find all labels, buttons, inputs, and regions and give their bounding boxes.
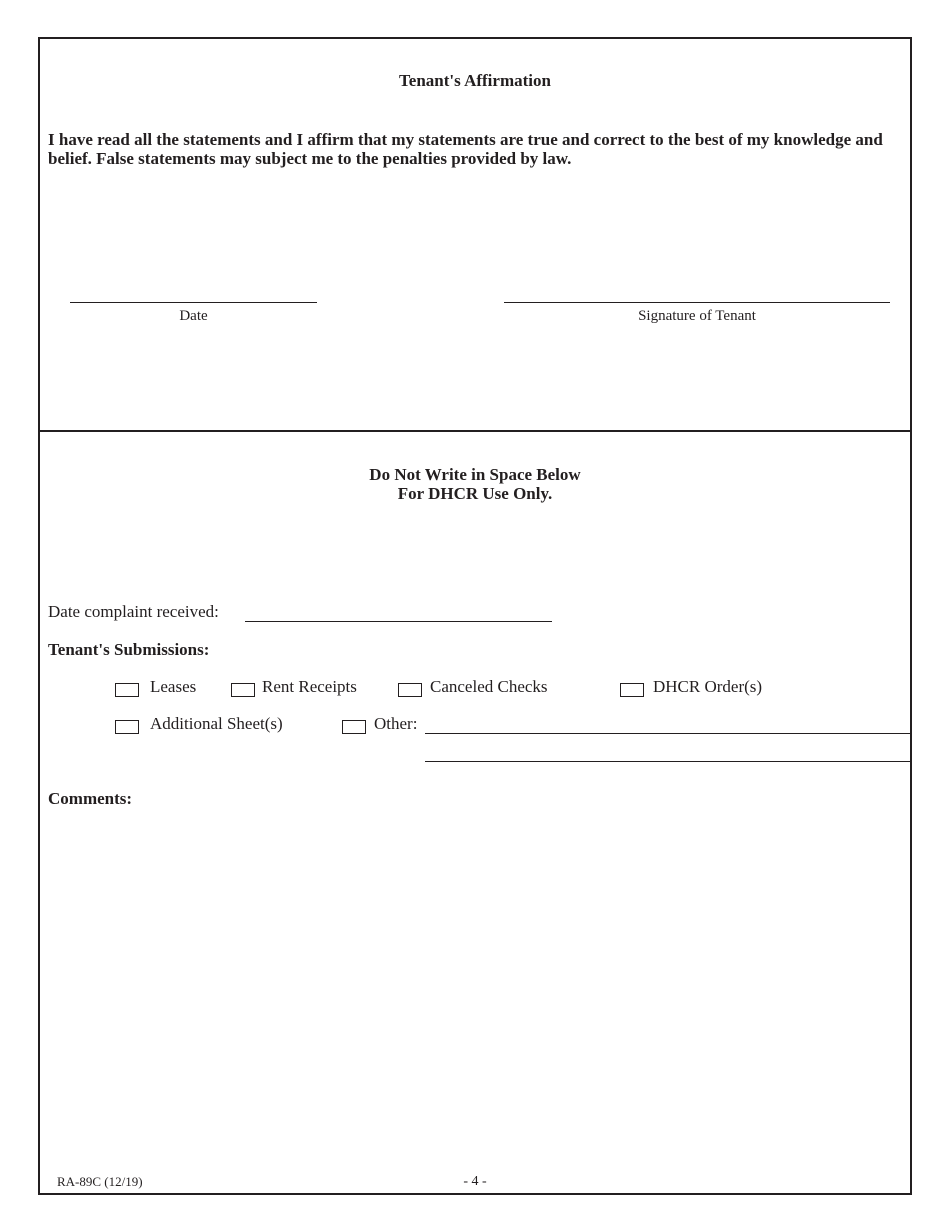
canceled-checks-label: Canceled Checks xyxy=(430,677,548,696)
other-specify-line-1[interactable] xyxy=(425,733,912,734)
signature-of-tenant-label: Signature of Tenant xyxy=(638,308,756,324)
other-checkbox[interactable] xyxy=(342,720,366,734)
date-complaint-received-line[interactable] xyxy=(245,621,552,622)
dhcr-orders-label: DHCR Order(s) xyxy=(653,677,763,696)
canceled-checks-checkbox[interactable] xyxy=(398,683,422,697)
leases-checkbox[interactable] xyxy=(115,683,139,697)
date-label: Date xyxy=(179,308,208,324)
tenant-submissions-label: Tenant's Submissions: xyxy=(48,640,210,659)
dhcr-orders-checkbox[interactable] xyxy=(620,683,644,697)
date-signature-line[interactable] xyxy=(70,302,317,303)
notice-line-1: Do Not Write in Space Below xyxy=(369,465,581,484)
date-complaint-received-label: Date complaint received: xyxy=(48,602,219,621)
rent-receipts-label: Rent Receipts xyxy=(262,677,357,696)
dhcr-use-only-notice xyxy=(38,465,912,503)
additional-sheets-checkbox[interactable] xyxy=(115,720,139,734)
form-number: RA-89C (12/19) xyxy=(57,1174,143,1189)
comments-label: Comments: xyxy=(48,789,133,808)
additional-sheets-label: Additional Sheet(s) xyxy=(150,714,283,733)
tenant-signature-line[interactable] xyxy=(504,302,890,303)
page-number: - 4 - xyxy=(463,1174,487,1189)
notice-line-2: For DHCR Use Only. xyxy=(397,484,553,503)
section-divider xyxy=(38,430,912,432)
other-label: Other: xyxy=(374,714,418,733)
rent-receipts-checkbox[interactable] xyxy=(231,683,255,697)
leases-label: Leases xyxy=(150,677,197,696)
affirmation-statement: I have read all the statements and I affirm that my statements are true and correct to the best of my knowledge and belief. False statements may subject me to the penalties provided by law. xyxy=(48,130,883,168)
other-specify-line-2[interactable] xyxy=(425,761,912,762)
affirmation-title: Tenant's Affirmation xyxy=(399,71,551,90)
